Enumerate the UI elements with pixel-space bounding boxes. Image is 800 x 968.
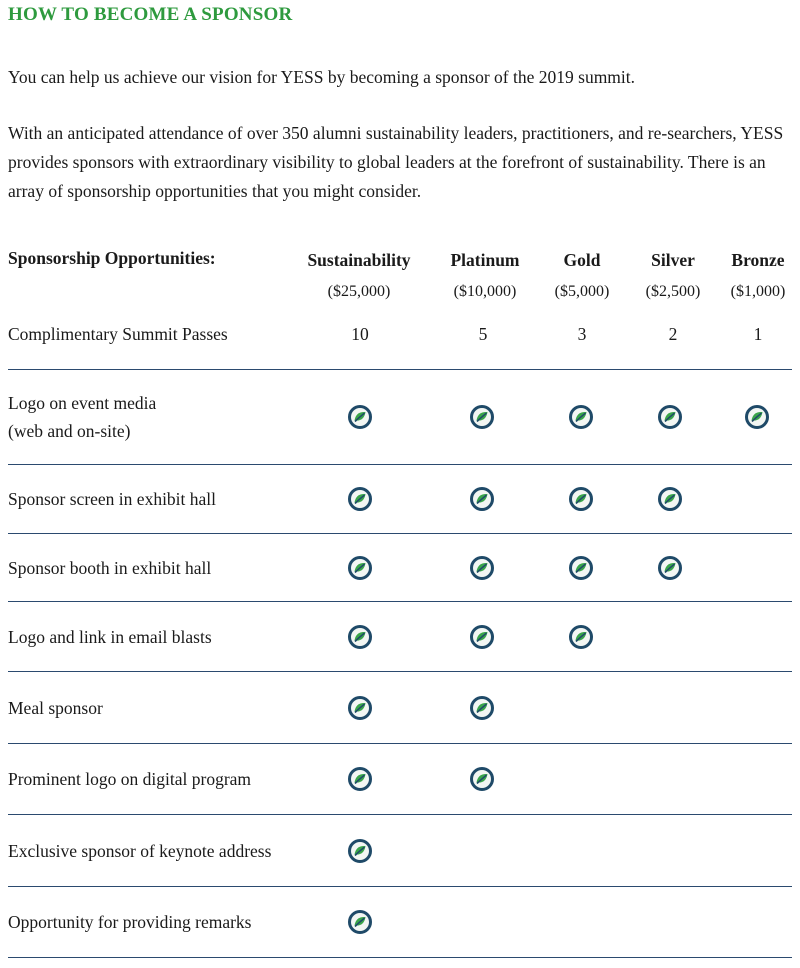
- table-row: [0, 370, 800, 464]
- tier-name: Gold: [563, 250, 601, 270]
- included-check-icon-sustainability: [348, 767, 372, 791]
- table-row: [0, 465, 800, 533]
- benefit-label: [8, 485, 216, 513]
- tier-name: Sustainability: [307, 250, 411, 270]
- tier-name: Bronze: [731, 250, 785, 270]
- tier-price: ($10,000): [453, 283, 517, 300]
- tier-silver: [637, 248, 709, 304]
- included-check-icon-gold: [569, 487, 593, 511]
- benefit-label-line: Exclusive sponsor of keynote address: [8, 840, 272, 861]
- included-check-icon-bronze: [745, 405, 769, 429]
- included-check-icon-sustainability: [348, 556, 372, 580]
- tier-price: ($25,000): [327, 283, 391, 300]
- benefit-label: [8, 623, 212, 651]
- benefit-label-line: Sponsor screen in exhibit hall: [8, 489, 217, 509]
- tier-price: ($2,500): [645, 283, 701, 300]
- table-row: [0, 534, 800, 601]
- included-check-icon-sustainability: [348, 910, 372, 934]
- included-check-icon-platinum: [470, 405, 494, 429]
- page-title: HOW TO BECOME A SPONSOR: [8, 4, 293, 25]
- table-row: [0, 887, 800, 957]
- included-check-icon-gold: [569, 556, 593, 580]
- table-row: [0, 744, 800, 814]
- passes-count-silver: 2: [668, 324, 678, 344]
- intro-paragraph: You can help us achieve our vision for YESS by becoming a sponsor of the 2019 summit.: [8, 67, 636, 87]
- tier-price: ($5,000): [554, 283, 610, 300]
- passes-count-platinum: 5: [478, 324, 488, 344]
- benefit-label-line: Logo and link in email blasts: [8, 626, 212, 647]
- tier-gold: [545, 248, 619, 304]
- included-check-icon-sustainability: [348, 487, 372, 511]
- included-check-icon-silver: [658, 487, 682, 511]
- included-check-icon-platinum: [470, 696, 494, 720]
- benefit-label: [8, 908, 252, 936]
- table-rule: [8, 957, 792, 958]
- included-check-icon-gold: [569, 405, 593, 429]
- benefit-label-line: Prominent logo on digital program: [8, 769, 252, 789]
- table-row: [0, 602, 800, 671]
- benefit-label: [8, 765, 251, 793]
- included-check-icon-sustainability: [348, 696, 372, 720]
- passes-count-gold: 3: [577, 324, 587, 344]
- benefit-label-line: Logo on event media: [8, 393, 157, 413]
- sponsorship-table-header: [0, 244, 800, 310]
- passes-count-bronze: 1: [753, 324, 763, 344]
- table-row: [0, 815, 800, 886]
- included-check-icon-silver: [658, 405, 682, 429]
- included-check-icon-platinum: [470, 767, 494, 791]
- benefit-label-line: (web and on-site): [8, 421, 131, 441]
- passes-row: [0, 318, 800, 352]
- included-check-icon-gold: [569, 625, 593, 649]
- included-check-icon-silver: [658, 556, 682, 580]
- included-check-icon-platinum: [470, 625, 494, 649]
- passes-label: Complimentary Summit Passes: [8, 324, 228, 344]
- benefit-label: [8, 389, 156, 445]
- benefit-label-line: Meal sponsor: [8, 697, 103, 718]
- tier-name: Silver: [651, 250, 695, 270]
- included-check-icon-platinum: [470, 487, 494, 511]
- included-check-icon-sustainability: [348, 839, 372, 863]
- table-header-label: Sponsorship Opportunities:: [8, 248, 216, 268]
- tier-name: Platinum: [450, 250, 520, 270]
- tier-bronze: [720, 248, 796, 304]
- benefit-label: [8, 694, 103, 722]
- tier-sustainability: [300, 248, 418, 304]
- attendance-paragraph: With an anticipated attendance of over 350 alumni sustainability leaders, practitioners, and re-searchers, YESS provides sponsors with extraordinary visibility to global leaders at the forefront of sustainability. There is an array of sponsorship opportunities that you might consider.: [8, 123, 784, 201]
- passes-count-sustainability: 10: [351, 324, 369, 344]
- included-check-icon-platinum: [470, 556, 494, 580]
- included-check-icon-sustainability: [348, 625, 372, 649]
- table-row: [0, 672, 800, 743]
- included-check-icon-sustainability: [348, 405, 372, 429]
- tier-platinum: [440, 248, 530, 304]
- benefit-label-line: Sponsor booth in exhibit hall: [8, 557, 212, 578]
- benefit-label: [8, 554, 211, 582]
- tier-price: ($1,000): [730, 283, 786, 300]
- benefit-label: [8, 837, 271, 865]
- benefit-label-line: Opportunity for providing remarks: [8, 912, 252, 932]
